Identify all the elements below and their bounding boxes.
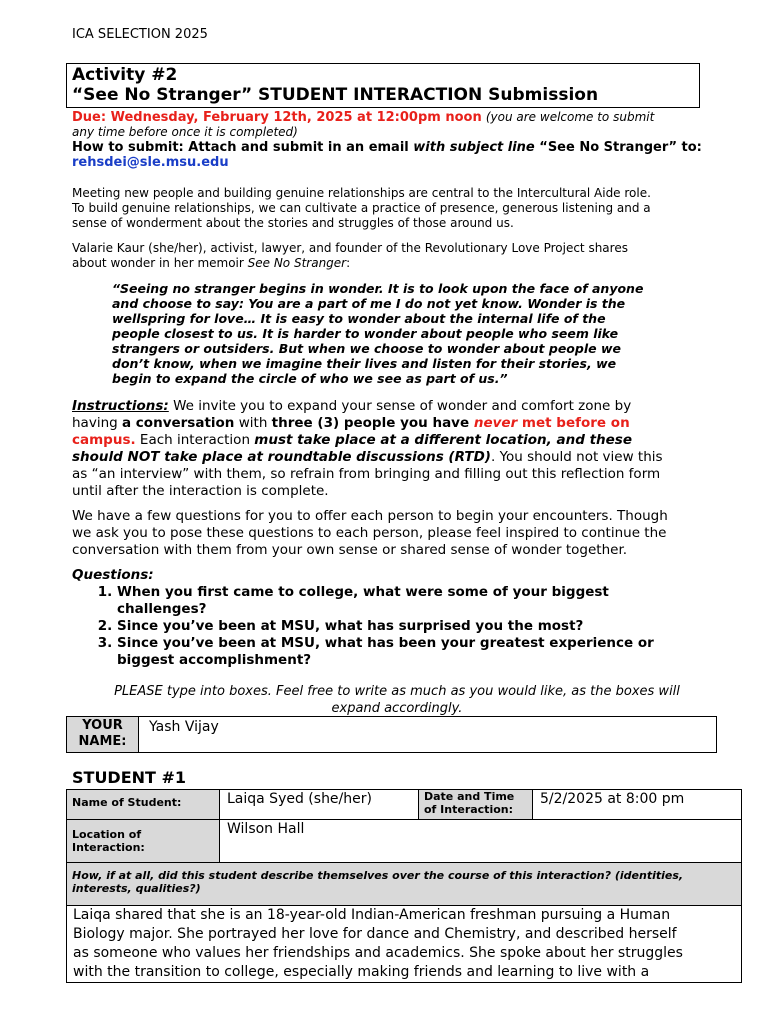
para-line: We have a few questions for you to offer each person to begin your encounters. Though [72,508,668,524]
instructions-text: as “an interview” with them, so refrain from bringing and filling out this reflection form [72,466,661,482]
type-note [72,683,722,717]
submit-lead: How to submit: Attach and submit in an email [72,140,414,155]
due-note-cont: any time before once it is completed) [72,125,298,139]
due-note: (you are welcome to submit [485,110,655,124]
date-time-field[interactable]: 5/2/2025 at 8:00 pm [533,790,742,820]
submit-email-link[interactable]: rehsdei@sle.msu.edu [72,155,229,170]
question-item: 1. When you first came to college, what were some of your biggest challenges? [117,584,682,618]
kaur-paragraph [72,241,722,271]
questions-section [72,567,682,669]
instructions-text: with [234,415,272,431]
answer-line: Laiqa shared that she is an 18-year-old Indian-American freshman pursuing a Human [73,907,671,923]
type-note-line: PLEASE type into boxes. Feel free to write as much as you would like, as the boxes will [114,684,680,699]
instructions-text: until after the interaction is complete. [72,483,329,499]
answer-line: as someone who values her friendships and academics. She spoke about her struggles [73,945,683,961]
instructions-text: should NOT take place at roundtable discussions (RTD) [72,449,491,465]
submit-italic: with subject line [413,140,535,155]
due-date: Due: Wednesday, February 12th, 2025 at 12:00pm noon [72,110,482,125]
instructions-paragraph [72,398,722,500]
instructions-text: Each interaction [135,432,255,448]
quote-line: wellspring for love… It is easy to wonder about the internal life of the [112,311,606,326]
label-line: NAME: [78,734,127,749]
instructions-text: We invite you to expand your sense of wonder and comfort zone by [168,398,632,414]
name-of-student-label: Name of Student: [67,790,220,820]
label-line: Interaction: [72,841,145,854]
instructions-text: having [72,415,122,431]
questions-intro-paragraph [72,508,722,559]
questions-list [72,584,682,669]
title-box [66,63,700,108]
book-title: See No Stranger [247,256,347,270]
label-line: Location of [72,828,142,841]
quote-line: don’t know, when we imagine their lives and listen for their stories, we [112,356,617,371]
intro-line: To build genuine relationships, we can cultivate a practice of presence, generous listening and a [72,201,651,215]
instructions-text: met before on [517,415,630,431]
activity-title: “See No Stranger” STUDENT INTERACTION Submission [72,85,599,105]
intro-line: Meeting new people and building genuine relationships are central to the Intercultural Aide role. [72,186,651,200]
describe-prompt [67,863,742,906]
your-name-table [66,716,717,753]
question-item: 3. Since you’ve been at MSU, what has been your greatest experience or biggest accomplishment? [117,635,682,669]
your-name-field[interactable]: Yash Vijay [139,717,717,753]
due-block [72,110,722,170]
answer-line: Biology major. She portrayed her love for dance and Chemistry, and described herself [73,926,677,942]
question-item: 2. Since you’ve been at MSU, what has surprised you the most? [117,618,682,635]
quote-line: and choose to say: You are a part of me I do not yet know. Wonder is the [112,296,626,311]
instructions-label: Instructions: [72,398,169,414]
kaur-line-suffix: : [346,256,351,270]
header-label: ICA SELECTION 2025 [72,27,208,42]
your-name-label [67,717,139,753]
intro-line: sense of wonderment about the stories and struggles of those around us. [72,216,514,230]
activity-number: Activity #2 [72,65,178,85]
describe-answer-field[interactable] [67,906,742,983]
student-table [66,789,742,983]
location-field[interactable]: Wilson Hall [220,820,742,863]
student-heading: STUDENT #1 [72,768,187,787]
para-line: conversation with them from your own sense or shared sense of wonder together. [72,542,628,558]
kaur-quote [112,281,652,386]
para-line: we ask you to pose these questions to each person, please feel inspired to continue the [72,525,667,541]
location-label [67,820,220,863]
label-line: Date and Time [424,790,515,803]
kaur-line-prefix: about wonder in her memoir [72,256,248,270]
kaur-line: Valarie Kaur (she/her), activist, lawyer, and founder of the Revolutionary Love Project shares [72,241,628,255]
instructions-text: . You should not view this [490,449,663,465]
date-time-label [419,790,533,820]
prompt-line: interests, qualities?) [72,882,201,895]
prompt-line: How, if at all, did this student describe themselves over the course of this interaction? (identities, [72,869,684,882]
quote-line: people closest to us. It is harder to wonder about people who seem like [112,326,619,341]
answer-line: with the transition to college, especially making friends and learning to live with a [73,964,650,980]
instructions-never: never [473,415,518,431]
instructions-text: must take place at a different location, and these [254,432,632,448]
quote-line: begin to expand the circle of who we see as part of us.” [112,371,508,386]
instructions-text: three (3) people you have [271,415,474,431]
name-of-student-field[interactable]: Laiqa Syed (she/her) [220,790,419,820]
type-note-line: expand accordingly. [331,701,463,716]
submit-tail: “See No Stranger” to: [534,140,702,155]
intro-paragraph [72,186,722,231]
instructions-campus: campus. [72,432,136,448]
quote-line: strangers or outsiders. But when we choose to wonder about people we [112,341,621,356]
quote-line: “Seeing no stranger begins in wonder. It is to look upon the face of anyone [112,281,644,296]
questions-heading: Questions: [72,567,154,583]
label-line: of Interaction: [424,803,513,816]
label-line: YOUR [82,718,123,733]
instructions-text: a conversation [122,415,235,431]
